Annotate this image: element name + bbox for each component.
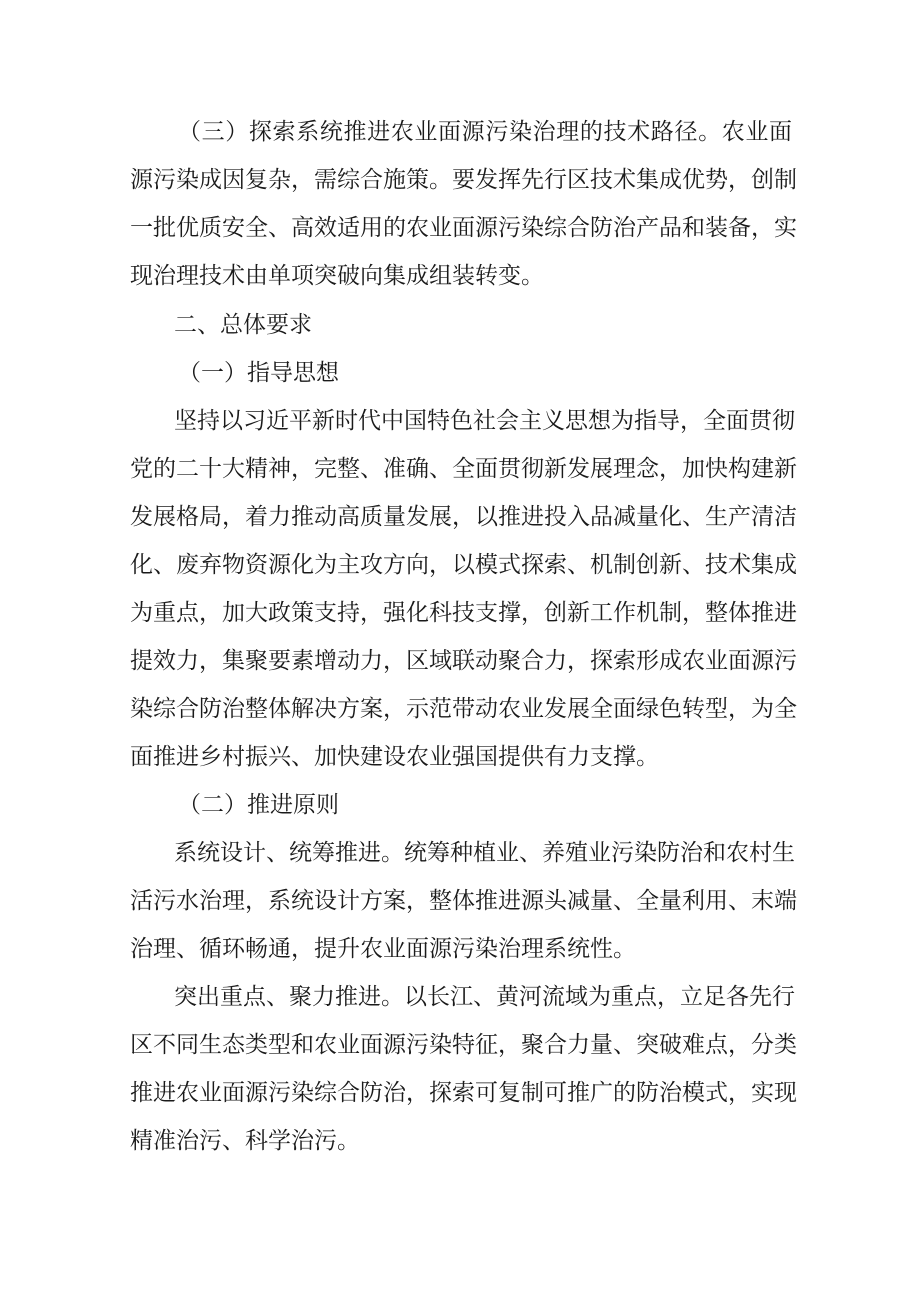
paragraph-line: 为重点，加大政策支持，强化科技支撑，创新工作机制，整体推进 (130, 600, 797, 626)
paragraph-line: 发展格局，着力推动高质量发展，以推进投入品减量化、生产清洁 (130, 504, 797, 530)
subsection-heading: （二）推进原则 (178, 792, 339, 818)
paragraph-line: 面推进乡村振兴、加快建设农业强国提供有力支撑。 (130, 744, 659, 770)
subsection-heading: （一）指导思想 (178, 360, 339, 386)
paragraph-line: 突出重点、聚力推进。以长江、黄河流域为重点，立足各先行 (174, 984, 795, 1010)
paragraph-line: 系统设计、统筹推进。统筹种植业、养殖业污染防治和农村生 (174, 840, 795, 866)
paragraph-line: 染综合防治整体解决方案，示范带动农业发展全面绿色转型，为全 (130, 696, 797, 722)
paragraph-line: 源污染成因复杂，需综合施策。要发挥先行区技术集成优势，创制 (130, 167, 797, 193)
paragraph-line: 现治理技术由单项突破向集成组装转变。 (130, 263, 544, 289)
paragraph-line: 化、废弃物资源化为主攻方向，以模式探索、机制创新、技术集成 (130, 552, 797, 578)
paragraph-line: （三）探索系统推进农业面源污染治理的技术路径。农业面 (178, 119, 792, 145)
paragraph-line: 提效力，集聚要素增动力，区域联动聚合力，探索形成农业面源污 (130, 648, 797, 674)
paragraph-line: 治理、循环畅通，提升农业面源污染治理系统性。 (130, 936, 636, 962)
paragraph-line: 推进农业面源污染综合防治，探索可复制可推广的防治模式，实现 (130, 1080, 797, 1106)
section-heading: 二、总体要求 (174, 312, 312, 338)
paragraph-line: 活污水治理，系统设计方案，整体推进源头减量、全量利用、末端 (130, 888, 797, 914)
paragraph-line: 党的二十大精神，完整、准确、全面贯彻新发展理念，加快构建新 (130, 456, 797, 482)
paragraph-line: 一批优质安全、高效适用的农业面源污染综合防治产品和装备，实 (130, 215, 797, 241)
paragraph-line: 精准治污、科学治污。 (130, 1128, 360, 1154)
paragraph-line: 区不同生态类型和农业面源污染特征，聚合力量、突破难点，分类 (130, 1032, 797, 1058)
paragraph-line: 坚持以习近平新时代中国特色社会主义思想为指导，全面贯彻 (174, 408, 795, 434)
